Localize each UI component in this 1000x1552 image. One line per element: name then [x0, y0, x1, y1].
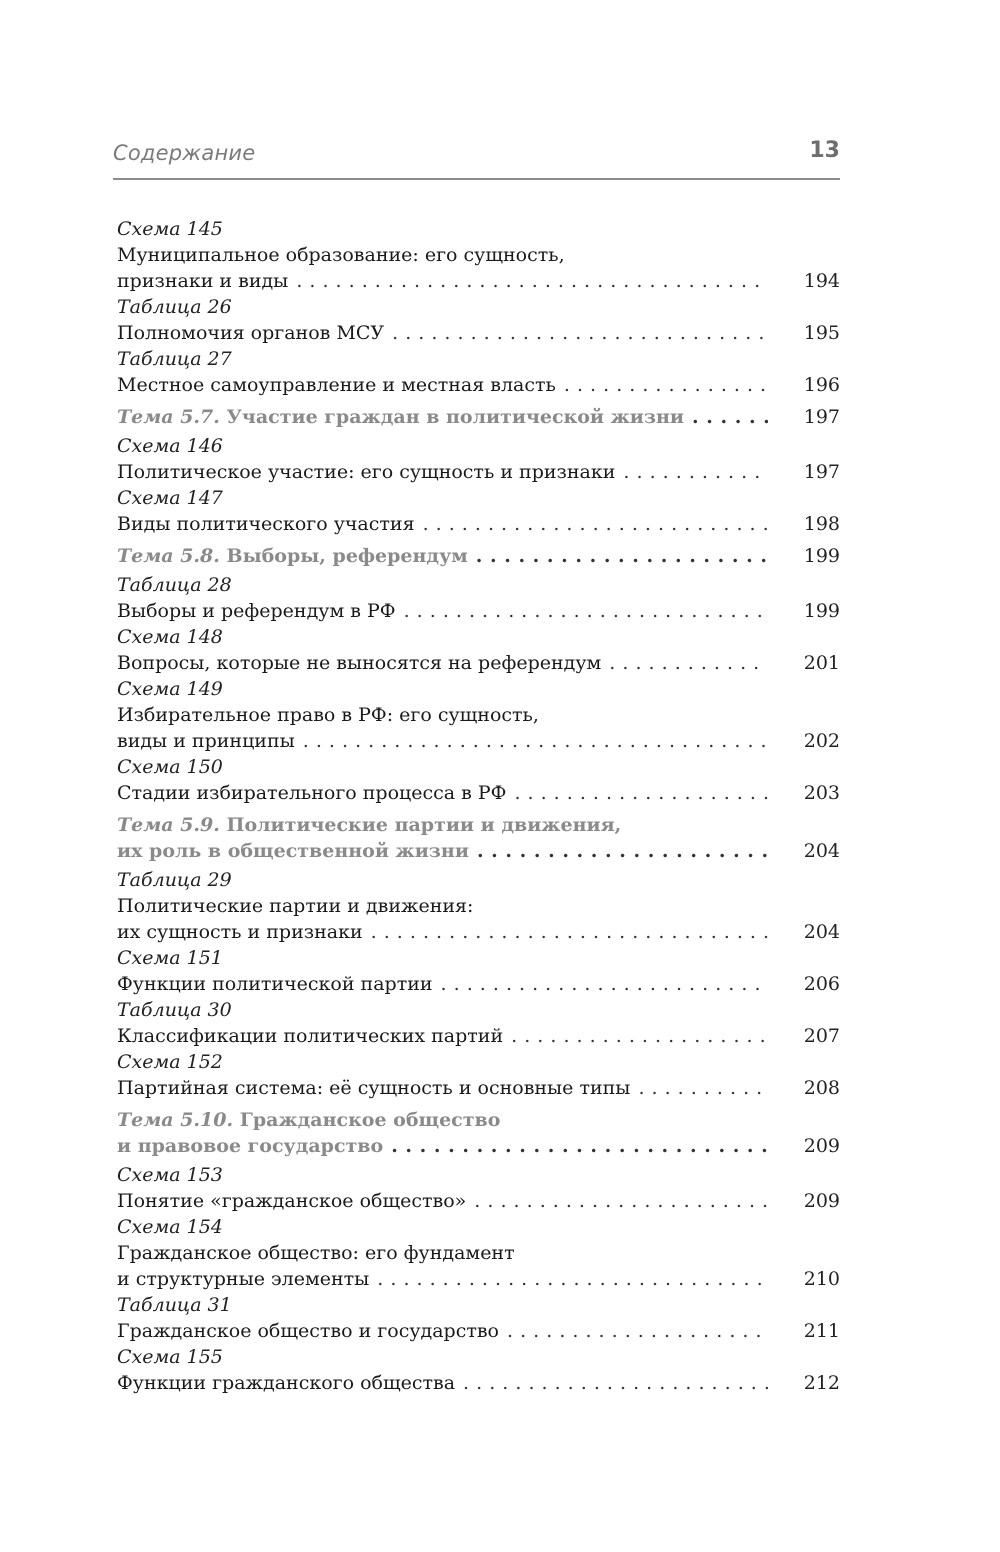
running-title: Содержание	[113, 141, 256, 165]
toc-entry	[117, 997, 840, 1049]
toc-entry-title: Выборы и референдум в РФ	[117, 600, 396, 622]
toc-entry-title: Виды политического участия	[117, 513, 415, 535]
toc-theme-entry	[117, 1107, 840, 1159]
toc-entry-title: Политические партии и движения,	[226, 814, 622, 836]
toc-entry-title: Вопросы, которые не выносятся на референдум	[117, 652, 602, 674]
toc-entry-last-line	[117, 650, 840, 676]
leader-dots	[404, 598, 768, 624]
toc-entry-last-line	[117, 1370, 840, 1396]
toc-entry	[117, 1162, 840, 1214]
toc-entry-title: Муниципальное образование: его сущность,	[117, 244, 565, 266]
leader-dots	[692, 404, 768, 430]
toc-page-number: 194	[803, 270, 840, 292]
leader-dots	[477, 838, 768, 864]
toc-entry	[117, 676, 840, 754]
toc-page-number: 211	[803, 1320, 840, 1342]
toc-entry-label: Схема 150	[117, 756, 223, 778]
toc-entry-title: Гражданское общество	[239, 1109, 501, 1131]
toc-entry	[117, 754, 840, 806]
toc-entry-title: Стадии избирательного процесса в РФ	[117, 782, 507, 804]
toc-entry-title: их роль в общественной жизни	[117, 840, 469, 862]
toc-page-number: 196	[803, 374, 840, 396]
page-number: 13	[809, 138, 840, 163]
toc-entry-last-line	[117, 1318, 840, 1344]
toc-entry	[117, 1292, 840, 1344]
toc-entry	[117, 216, 840, 294]
toc-entry-label: Схема 155	[117, 1346, 223, 1368]
toc-entry	[117, 945, 840, 997]
toc-entry-title: Избирательное право в РФ: его сущность,	[117, 704, 539, 726]
toc-entry	[117, 1344, 840, 1396]
toc-entry-last-line	[117, 598, 840, 624]
toc-page-number: 206	[803, 973, 840, 995]
toc-page-number: 208	[803, 1077, 840, 1099]
toc-entry-title: Полномочия органов МСУ	[117, 322, 385, 344]
toc-page-number: 204	[803, 921, 840, 943]
toc-entry-title: Выборы, референдум	[226, 545, 468, 567]
toc-entry	[117, 294, 840, 346]
leader-dots	[423, 511, 768, 537]
toc-entry-last-line	[117, 728, 840, 754]
leader-dots	[511, 1023, 768, 1049]
toc-page-number: 212	[803, 1372, 840, 1394]
toc-page-number: 209	[803, 1135, 840, 1157]
toc-entry-label: Таблица 31	[117, 1294, 232, 1316]
toc-entry-title: и правовое государство	[117, 1135, 384, 1157]
toc-theme-label: Тема 5.8.	[117, 545, 220, 567]
toc-page-number: 203	[803, 782, 840, 804]
toc-page-number: 198	[803, 513, 840, 535]
toc-entry-last-line	[117, 1133, 840, 1159]
toc-page-number: 199	[803, 600, 840, 622]
toc-entry-last-line	[117, 404, 840, 430]
leader-dots	[296, 268, 768, 294]
toc-page-number: 202	[803, 730, 840, 752]
toc-entry	[117, 624, 840, 676]
running-header	[113, 128, 840, 180]
toc-entry-title: их сущность и признаки	[117, 921, 363, 943]
toc-entry-title: Функции политической партии	[117, 973, 433, 995]
toc-entry	[117, 1049, 840, 1101]
toc-entry	[117, 867, 840, 945]
leader-dots	[303, 728, 768, 754]
toc-entry-label: Схема 149	[117, 678, 223, 700]
toc-entry	[117, 433, 840, 485]
leader-dots	[514, 780, 768, 806]
toc-entry-last-line	[117, 1188, 840, 1214]
toc-entry-label: Таблица 28	[117, 574, 232, 596]
toc-entry-last-line	[117, 1266, 840, 1292]
toc-entry-last-line	[117, 459, 840, 485]
toc-entry-label: Схема 154	[117, 1216, 223, 1238]
toc-entry-title: Партийная система: её сущность и основные типы	[117, 1077, 631, 1099]
toc-entry-label: Схема 146	[117, 435, 223, 457]
toc-theme-entry	[117, 812, 840, 864]
leader-dots	[507, 1318, 768, 1344]
toc-entry-last-line	[117, 372, 840, 398]
leader-dots	[463, 1370, 768, 1396]
toc-entry-label: Схема 153	[117, 1164, 223, 1186]
toc-entry-label: Таблица 27	[117, 348, 232, 370]
toc-entry-label: Схема 152	[117, 1051, 223, 1073]
toc-page-number: 207	[803, 1025, 840, 1047]
toc-entry-title: Участие граждан в политической жизни	[226, 406, 685, 428]
toc-entry-title: Местное самоуправление и местная власть	[117, 374, 556, 396]
toc-entry-label: Таблица 30	[117, 999, 232, 1021]
toc-entry	[117, 572, 840, 624]
toc-entry-line	[117, 702, 840, 728]
toc-theme-label: Тема 5.10.	[117, 1109, 234, 1131]
toc-theme-label: Тема 5.7.	[117, 406, 220, 428]
toc-theme-entry	[117, 543, 840, 569]
toc-page-number: 210	[803, 1268, 840, 1290]
toc-entry-last-line	[117, 838, 840, 864]
leader-dots	[392, 320, 768, 346]
toc-entry-line	[117, 1240, 840, 1266]
leader-dots	[474, 1188, 768, 1214]
leader-dots	[377, 1266, 768, 1292]
leader-dots	[371, 919, 768, 945]
leader-dots	[638, 1075, 768, 1101]
toc-entry-last-line	[117, 320, 840, 346]
toc-entry-label: Таблица 29	[117, 869, 232, 891]
toc-entry-line	[117, 893, 840, 919]
toc-entry-line	[117, 242, 840, 268]
toc-page-number: 204	[803, 840, 840, 862]
toc-entry	[117, 1214, 840, 1292]
toc-entry-title: и структурные элементы	[117, 1268, 370, 1290]
toc-page-number: 197	[803, 461, 840, 483]
toc-entry-title: Политические партии и движения:	[117, 895, 474, 917]
leader-dots	[391, 1133, 768, 1159]
table-of-contents	[117, 216, 840, 1396]
toc-entry-title: Гражданское общество и государство	[117, 1320, 499, 1342]
toc-page-number: 209	[803, 1190, 840, 1212]
toc-entry-label: Схема 145	[117, 218, 223, 240]
toc-entry-line	[117, 1107, 840, 1133]
toc-entry-label: Схема 147	[117, 487, 223, 509]
toc-page-number: 197	[803, 406, 840, 428]
leader-dots	[564, 372, 768, 398]
toc-page-number: 199	[803, 545, 840, 567]
toc-entry-title: Функции гражданского общества	[117, 1372, 456, 1394]
toc-entry-last-line	[117, 971, 840, 997]
toc-theme-entry	[117, 404, 840, 430]
leader-dots	[623, 459, 768, 485]
toc-entry-title: Гражданское общество: его фундамент	[117, 1242, 515, 1264]
toc-page-number: 201	[803, 652, 840, 674]
toc-entry-last-line	[117, 780, 840, 806]
toc-entry-title: Понятие «гражданское общество»	[117, 1190, 467, 1212]
toc-entry-label: Таблица 26	[117, 296, 232, 318]
toc-entry-title: Политическое участие: его сущность и признаки	[117, 461, 616, 483]
toc-entry-last-line	[117, 1075, 840, 1101]
toc-entry-last-line	[117, 511, 840, 537]
toc-entry-last-line	[117, 1023, 840, 1049]
toc-entry	[117, 346, 840, 398]
toc-entry-last-line	[117, 919, 840, 945]
toc-entry-label: Схема 148	[117, 626, 223, 648]
toc-entry	[117, 485, 840, 537]
toc-entry-last-line	[117, 268, 840, 294]
toc-entry-line	[117, 812, 840, 838]
toc-entry-title: Классификации политических партий	[117, 1025, 504, 1047]
toc-theme-label: Тема 5.9.	[117, 814, 220, 836]
toc-entry-title: признаки и виды	[117, 270, 289, 292]
toc-entry-title: виды и принципы	[117, 730, 295, 752]
toc-page-number: 195	[803, 322, 840, 344]
toc-entry-last-line	[117, 543, 840, 569]
leader-dots	[441, 971, 768, 997]
leader-dots	[476, 543, 768, 569]
leader-dots	[609, 650, 768, 676]
toc-entry-label: Схема 151	[117, 947, 223, 969]
